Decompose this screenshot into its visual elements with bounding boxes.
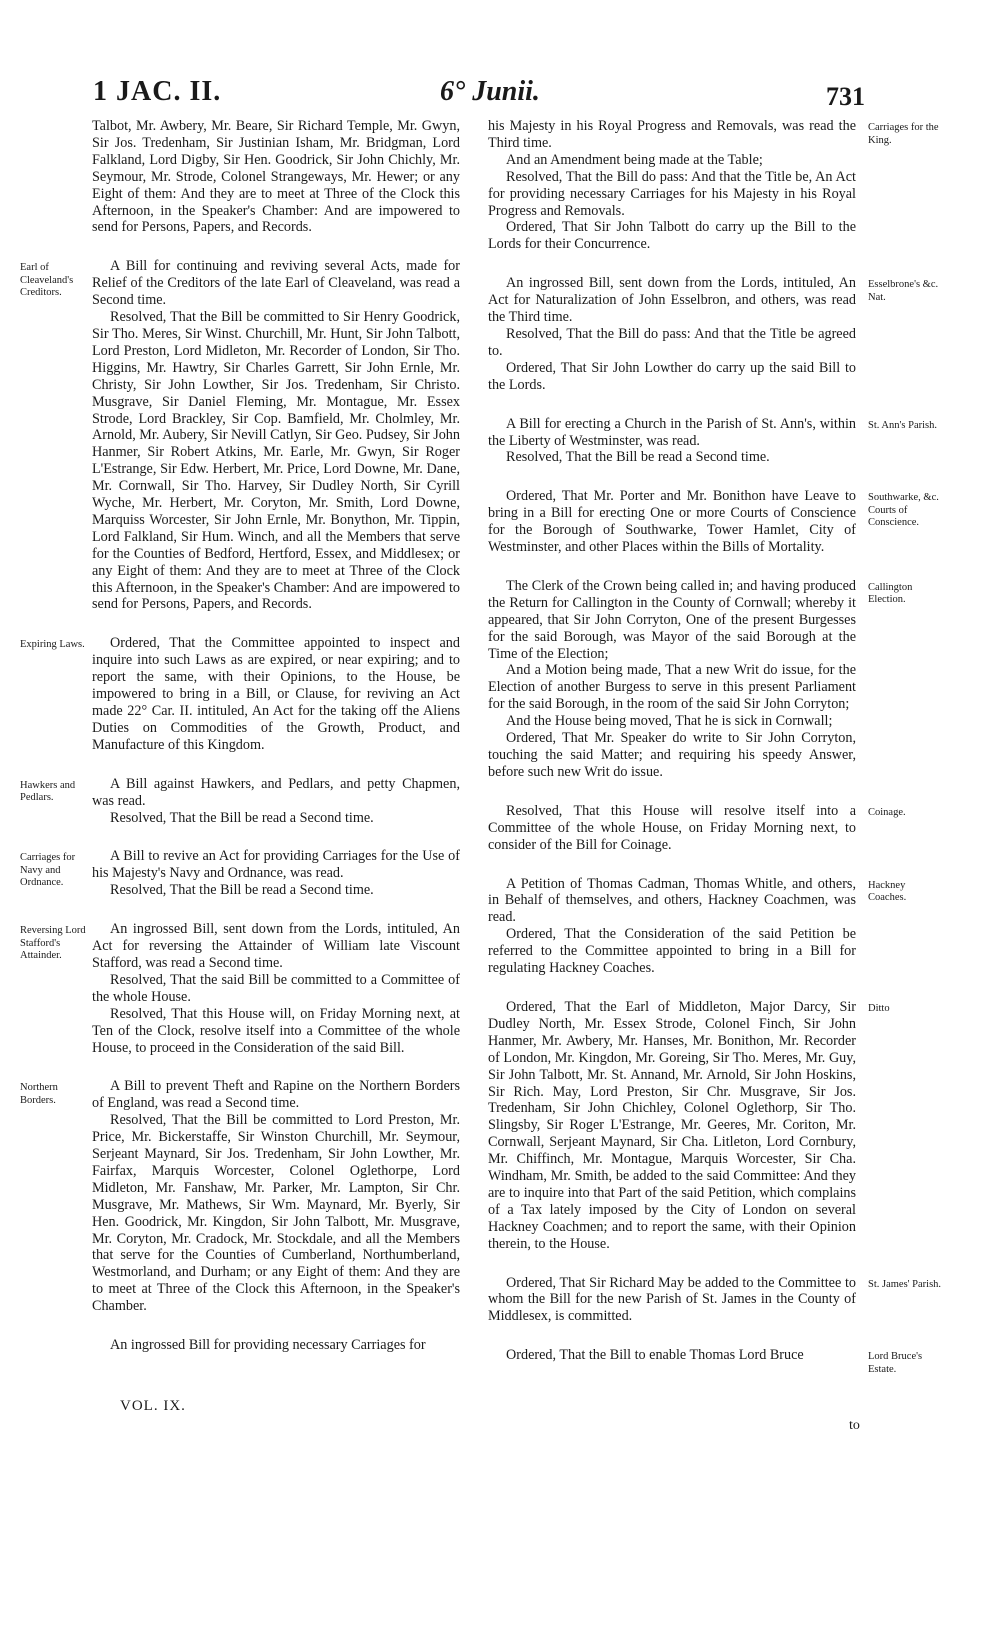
paragraph: A Petition of Thomas Cadman, Thomas Whitle, and others, in Behalf of themselves, and others, Hackney Coachmen, was read. [488, 875, 856, 926]
page-number: 731 [826, 82, 865, 111]
margin-note: Callington Election. [868, 581, 913, 606]
entry [20, 635, 460, 753]
entry [488, 577, 913, 781]
paragraph: Ordered, That Sir John Talbott do carry up the Bill to the Lords for their Concurrence. [488, 219, 856, 253]
paragraph: A Bill to revive an Act for providing Carriages for the Use of his Majesty's Navy and Ordnance, was read. [92, 848, 460, 882]
paragraph: A Bill for continuing and reviving several Acts, made for Relief of the Creditors of the late Earl of Cleaveland, was read a Second time. [92, 258, 460, 309]
paragraph: Ordered, That Mr. Porter and Mr. Bonithon have Leave to bring in a Bill for erecting One or more Courts of Conscience for the Borough of Southwarke, Tower Hamlet, City of Westminster, and other Places within the Bills of Mortality. [488, 488, 856, 556]
entry [488, 118, 939, 253]
right-column [488, 118, 942, 1386]
paragraph: Resolved, That this House will resolve itself into a Committee of the whole House, on Friday Morning next, to consider of the Bill for Coinage. [488, 802, 856, 853]
paragraph: Ordered, That the Bill to enable Thomas Lord Bruce [506, 1347, 804, 1364]
page-header [0, 76, 992, 116]
margin-note: Lord Bruce's Estate. [868, 1351, 923, 1375]
margin-note: Ditto [868, 1002, 890, 1014]
paragraph: Resolved, That the Bill be committed to Sir Henry Goodrick, Sir Tho. Meres, Sir Winst. Churchill, Mr. Hunt, Sir John Talbott, Lord Preston, Lord Midleton, Mr. Recorder of London, Sir Tho. Higgins, Mr. Hawtry, Sir Charles Garrett, Sir John Ernle, Mr. Christy, Sir John Lowther, Sir Jos. Tredenham, Sir Christo. Musgrave, Sir Daniel Fleming, Mr. Montague, Mr. Essex Strode, Lord Brackley, Sir Cop. Bamfield, Mr. Cholmley, Mr. Arnold, Mr. Aubery, Sir Nevill Catlyn, Sir Geo. Pudsey, Sir John Hanmer, Sir Robert Atkins, Mr. Earle, Mr. Gwyn, Sir Roger L'Estrange, Sir Edw. Herbert, Mr. Price, Lord Downe, Mr. Dane, Mr. Cornwall, Sir Tho. Harvey, Sir Dudley North, Sir Cyrill Wyche, Mr. Herbert, Mr. Coryton, Mr. Smith, Lord Downe, Marquiss Worcester, Sir John Ernle, Mr. Bonython, Mr. Tippin, Lord Falkland, Sir Hum. Winch, and all the Members that serve for the Counties of Bedford, Hertford, Essex, and Middlesex; or any Eight of them: And they are to meet at Three of the Clock this Afternoon, in the Speaker's Chamber: And are impowered to send for Persons, Papers, and Records. [92, 309, 460, 613]
paragraph: A Bill for erecting a Church in the Parish of St. Ann's, within the Liberty of Westminster, was read. [488, 415, 856, 449]
entry [20, 848, 460, 899]
entry [92, 1337, 460, 1354]
entry [20, 921, 460, 1056]
entry [488, 802, 906, 854]
regnal-year: 1 JAC. II. [93, 76, 222, 107]
paragraph: And a Motion being made, That a new Writ do issue, for the Election of another Burgess to serve in this present Parliament for the said Borough, in the room of the said Sir John Corryton; [488, 662, 856, 713]
entry [92, 118, 460, 236]
left-column [20, 118, 460, 1376]
date-heading: 6° Junii. [440, 76, 540, 107]
margin-note: Coinage. [868, 806, 906, 818]
paragraph: Resolved, That the Bill be committed to Lord Preston, Mr. Price, Mr. Bickerstaffe, Sir Winston Churchill, Mr. Seymour, Serjeant Maynard, Sir Jos. Tredenham, Sir John Lowther, Mr. Fairfax, Marquis Worcester, Colonel Oglethorpe, Lord Midleton, Mr. Fanshaw, Mr. Parker, Mr. Lampton, Sir Chr. Musgrave, Mr. Mathews, Sir Wm. Maynard, Mr. Byerly, Sir Hen. Goodrick, Mr. Kingdon, Sir John Talbott, Mr. Musgrave, Mr. Coryton, Mr. Cradock, Mr. Stockdale, and all the Members that serve for the Counties of Cumberland, Northumberland, Westmorland, and Durham; or any Eight of them: And they are to meet at Three of the Clock this Afternoon, in the Speaker's Chamber. [92, 1112, 460, 1315]
margin-note: Expiring Laws. [20, 639, 85, 651]
entry [20, 258, 460, 613]
paragraph: Ordered, That Sir Richard May be added to the Committee to whom the Bill for the new Parish of St. James in the County of Middlesex, is committed. [488, 1274, 856, 1325]
entry [488, 998, 890, 1253]
paragraph: And the House being moved, That he is sick in Cornwall; [506, 713, 833, 730]
paragraph: Ordered, That the Committee appointed to inspect and inquire into such Laws as are expired, or near expiring; and to report the same, with their Opinions, to the House, be impowered to bring in a Bill, or Clause, for reviving an Act made 22° Car. II. intituled, An Act for the taking off the Aliens Duties on Commodities of the Growth, Product, and Manufacture of this Kingdom. [92, 635, 460, 753]
entry [488, 875, 907, 977]
margin-note: St. James' Parish. [868, 1278, 942, 1290]
margin-note: Hawkers and Pedlars. [20, 779, 76, 804]
margin-note: Hackney Coaches. [868, 879, 907, 904]
paragraph: Ordered, That Sir John Lowther do carry up the said Bill to the Lords. [488, 359, 856, 393]
volume-label: VOL. IX. [120, 1398, 186, 1414]
paragraph: Talbot, Mr. Awbery, Mr. Beare, Sir Richard Temple, Mr. Gwyn, Sir Jos. Tredenham, Sir Justinian Isham, Mr. Bridgman, Lord Falkland, Lord Digby, Sir Hen. Goodrick, Sir John Chichly, Mr. Seymour, Mr. Strode, Colonel Strangeways, Mr. Hewer; or any Eight of them: And they are to meet at Three of the Clock this Afternoon, in the Speaker's Chamber: And are impowered to send for Persons, Papers, and Records. [92, 118, 460, 236]
margin-note: St. Ann's Parish. [868, 419, 937, 431]
paragraph: his Majesty in his Royal Progress and Removals, was read the Third time. [488, 118, 856, 151]
entry [20, 775, 460, 827]
paragraph: Resolved, That the Bill be read a Second time. [110, 882, 374, 899]
paragraph: And an Amendment being made at the Table; [506, 151, 763, 168]
paragraph: Resolved, That the Bill do pass: And that the Title be, An Act for providing necessary Carriages for his Majesty in his Royal Progress and Removals. [488, 168, 856, 219]
paragraph: Ordered, That Mr. Speaker do write to Sir John Corryton, touching the said Matter; and requiring his speedy Answer, before such new Writ do issue. [488, 730, 856, 780]
paragraph: Resolved, That the Bill be read a Second time. [110, 809, 374, 826]
margin-note: Northern Borders. [20, 1082, 58, 1106]
margin-note: Carriages for Navy and Ordnance. [20, 852, 76, 889]
entry [488, 1274, 942, 1326]
paragraph: Resolved, That the Bill do pass: And that the Title be agreed to. [488, 325, 856, 359]
paragraph: A Bill to prevent Theft and Rapine on the Northern Borders of England, was read a Second time. [92, 1078, 460, 1112]
margin-note: Esselbrone's &c. Nat. [868, 279, 939, 303]
paragraph: Ordered, That the Earl of Middleton, Major Darcy, Sir Dudley North, Mr. Essex Strode, Colonel Finch, Sir John Hanmer, Mr. Awbery, Mr. Hanses, Mr. Bonithon, Mr. Recorder of London, Mr. Kingdon, Mr. Goreing, Sir Tho. Meres, Mr. Guy, Sir John Talbott, Mr. St. Annand, Mr. Arnold, Sir John Hoskins, Sir Rich. May, Lord Preston, Sir Chr. Musgrave, Sir Jos. Tredenham, Sir John Chichley, Colonel Oglethorp, Sir Tho. Slingsby, Sir Roger L'Estrange, Mr. Geeres, Mr. Coriton, Mr. Cornwall, Serjeant Maynard, Sir Cha. Litleton, Lord Cornbury, Mr. Chiffinch, Mr. Montague, Marquis Worcester, Sir Cha. Windham, Mr. Smith, be added to the said Committee: And they are to inquire into that Part of the said Petition, which complains of a Tax lately imposed by the City of London on several Hackney Coachmen; and to report the same, with their Opinion therein, to the House. [488, 998, 856, 1252]
paragraph: A Bill against Hawkers, and Pedlars, and petty Chapmen, was read. [92, 775, 460, 809]
entry [20, 1078, 460, 1315]
entry [488, 415, 937, 467]
margin-note: Southwarke, &c. Courts of Conscience. [868, 492, 939, 529]
paragraph: An ingrossed Bill for providing necessary Carriages for [110, 1337, 426, 1354]
entry [488, 275, 939, 393]
paragraph: Resolved, That the Bill be read a Second time. [506, 449, 770, 466]
margin-note: Earl of Cleaveland's Creditors. [20, 262, 74, 299]
paragraph: An ingrossed Bill, sent down from the Lords, intituled, An Act for Naturalization of John Esselbron, and others, was read the Third time. [488, 275, 856, 326]
margin-note: Carriages for the King. [868, 122, 939, 146]
entry [488, 488, 939, 556]
paragraph: The Clerk of the Crown being called in; and having produced the Return for Callington in the County of Cornwall; whereby it appeared, that Sir John Corryton, One of the present Burgesses for the said Borough, was Mayor of the said Borough at the Time of the Election; [488, 577, 856, 662]
entry [488, 1347, 923, 1375]
paragraph: Resolved, That the said Bill be committed to a Committee of the whole House. [92, 971, 460, 1005]
catchword: to [849, 1418, 860, 1433]
paragraph: Resolved, That this House will, on Friday Morning next, at Ten of the Clock, resolve itself into a Committee of the whole House, to proceed in the Consideration of the said Bill. [92, 1005, 460, 1056]
paragraph: Ordered, That the Consideration of the said Petition be referred to the Committee appointed to bring in a Bill for regulating Hackney Coaches. [488, 926, 856, 977]
margin-note: Reversing Lord Stafford's Attainder. [20, 925, 86, 962]
paragraph: An ingrossed Bill, sent down from the Lords, intituled, An Act for reversing the Attainder of William late Viscount Stafford, was read a Second time. [92, 921, 460, 971]
